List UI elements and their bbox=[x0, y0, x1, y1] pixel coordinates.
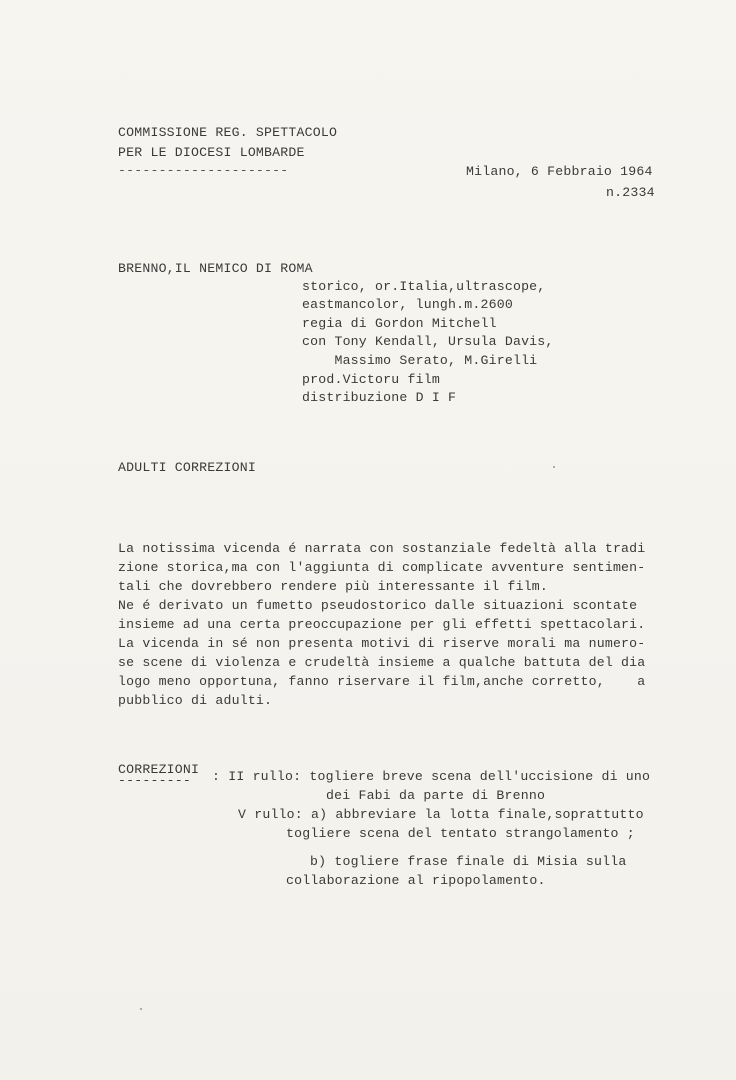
correction-line: : II rullo: togliere breve scena dell'uccisione di uno bbox=[212, 769, 651, 784]
review-line: insieme ad una certa preoccupazione per gli effetti spettacolari. bbox=[118, 617, 646, 632]
review-line: Ne é derivato un fumetto pseudostorico dalle situazioni scontate bbox=[118, 598, 638, 613]
rating-label: ADULTI CORREZIONI bbox=[118, 460, 256, 475]
review-line: logo meno opportuna, fanno riservare il film,anche corretto, a bbox=[118, 674, 646, 689]
film-detail: distribuzione D I F bbox=[302, 390, 457, 405]
review-line: pubblico di adulti. bbox=[118, 693, 273, 708]
correction-line: b) togliere frase finale di Misia sulla bbox=[310, 854, 627, 869]
film-detail: eastmancolor, lungh.m.2600 bbox=[302, 297, 513, 312]
review-line: La vicenda in sé non presenta motivi di riserve morali ma numero- bbox=[118, 636, 646, 651]
corrections-label: CORREZIONI bbox=[118, 762, 200, 777]
review-line: tali che dovrebbero rendere più interessante il film. bbox=[118, 579, 549, 594]
correction-line: V rullo: a) abbreviare la lotta finale,soprattutto bbox=[238, 807, 644, 822]
film-detail: storico, or.Italia,ultrascope, bbox=[302, 279, 546, 294]
review-line: La notissima vicenda é narrata con sostanziale fedeltà alla tradi bbox=[118, 541, 646, 556]
film-detail: Massimo Serato, M.Girelli bbox=[302, 353, 538, 368]
film-detail: prod.Victoru film bbox=[302, 372, 440, 387]
organization-line-1: COMMISSIONE REG. SPETTACOLO bbox=[118, 125, 338, 140]
corrections-underline: --------- bbox=[118, 773, 192, 788]
correction-line: togliere scena del tentato strangolamento ; bbox=[286, 826, 635, 841]
correction-line: dei Fabi da parte di Brenno bbox=[326, 788, 546, 803]
film-detail: regia di Gordon Mitchell bbox=[302, 316, 497, 331]
organization-line-2: PER LE DIOCESI LOMBARDE bbox=[118, 145, 305, 160]
film-detail: con Tony Kendall, Ursula Davis, bbox=[302, 334, 554, 349]
document-number: n.2334 bbox=[606, 185, 655, 200]
review-line: se scene di violenza e crudeltà insieme a qualche battuta del dia bbox=[118, 655, 646, 670]
film-title: BRENNO,IL NEMICO DI ROMA bbox=[118, 261, 313, 276]
review-line: zione storica,ma con l'aggiunta di complicate avventure sentimen- bbox=[118, 560, 646, 575]
paper-speck bbox=[553, 466, 555, 468]
document-date: Milano, 6 Febbraio 1964 bbox=[466, 164, 653, 179]
correction-line: collaborazione al ripopolamento. bbox=[286, 873, 546, 888]
header-separator: --------------------- bbox=[118, 163, 289, 178]
paper-speck bbox=[140, 1008, 142, 1010]
